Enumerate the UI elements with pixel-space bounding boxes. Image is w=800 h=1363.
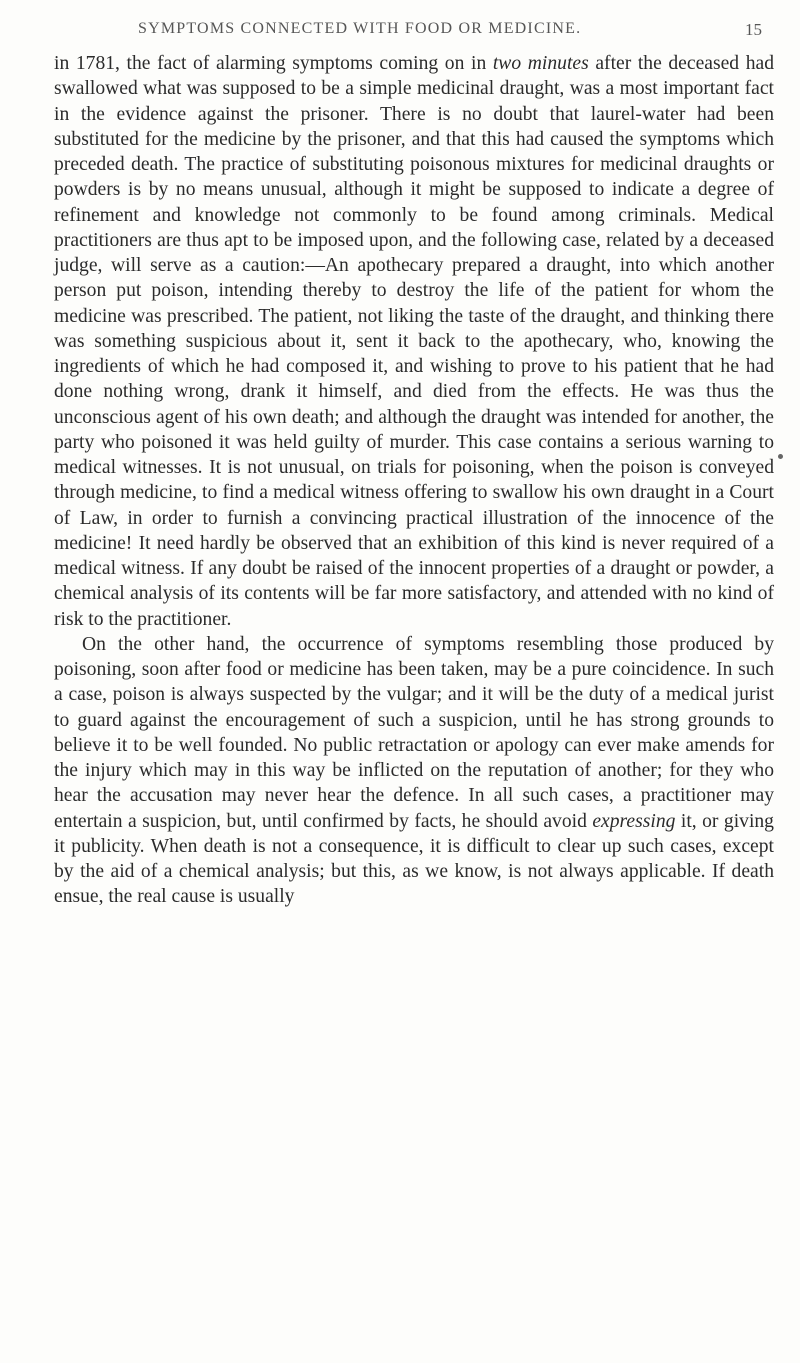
paragraph-1-text-b: after the deceased had swallowed what was supposed to be a simple medicinal draught, was a most important fact in the evidence against the prisoner. There is no doubt that laurel-water had been substituted for the medicine by the prisoner, and that this had caused the symptoms which preceded death. The practice of substituting poisonous mixtures for medicinal draughts or powders is by no means unusual, although it might be supposed to indicate a degree of refinement and knowledge not commonly to be found among criminals. Medical practitioners are thus apt to be imposed upon, and the following case, related by a deceased judge, will serve as a caution:—An apothecary prepared a draught, into which another person put poison, intending thereby to destroy the life of the patient for whom the medicine was prescribed. The patient, not liking the taste of the draught, and thinking there was something suspicious about it, sent it back to the apothecary, who, knowing the ingredients of which he had composed it, and wishing to prove to his patient that he had done nothing wrong, drank it himself, and died from the effects. He was thus the unconscious agent of his own death; and although the draught was intended for another, the party who poisoned it was held guilty of murder. This case contains a serious warning to medical witnesses. It is not unusual, on trials for poisoning, when the poison is conveyed through medicine, to find a medical witness offering to swallow his own draught in a Court of Law, in order to furnish a convincing practical illustration of the innocence of the medicine! It need hardly be observed that an exhibition of this kind is never required of a medical witness. If any doubt be raised of the innocent properties of a draught or powder, a chemical analysis of its contents will be far more satisfactory, and attended with no kind of risk to the practitioner. <box>54 53 774 630</box>
paragraph-1-text-a: in 1781, the fact of alarming symptoms coming on in <box>54 53 493 74</box>
body-text <box>54 51 774 910</box>
paragraph-2-text-b: it, or giving it publicity. When death is not a consequence, it is difficult to clear up such cases, except by the aid of a chemical analysis; but this, as we know, is not always applicable. If death ensue, the real cause is usually <box>54 810 774 908</box>
paragraph-1 <box>54 51 774 632</box>
page-number: 15 <box>745 20 762 39</box>
page-header <box>0 14 800 44</box>
paragraph-2 <box>54 632 774 910</box>
margin-dot-mark <box>778 454 783 459</box>
paragraph-2-text-a: On the other hand, the occurrence of symptoms resembling those produced by poisoning, soon after food or medicine has been taken, may be a pure coincidence. In such a case, poison is always suspected by the vulgar; and it will be the duty of a medical jurist to guard against the encouragement of such a suspicion, until he has strong grounds to believe it to be well founded. No public retractation or apology can ever make amends for the injury which may in this way be inflicted on the reputation of another; for they who hear the accusation may never hear the defence. In all such cases, a practitioner may entertain a suspicion, but, until confirmed by facts, he should avoid <box>54 633 774 832</box>
paragraph-1-emphasis: two minutes <box>492 53 589 74</box>
paragraph-2-emphasis: expressing <box>592 810 676 832</box>
running-head: SYMPTOMS CONNECTED WITH FOOD OR MEDICINE. <box>138 20 582 37</box>
